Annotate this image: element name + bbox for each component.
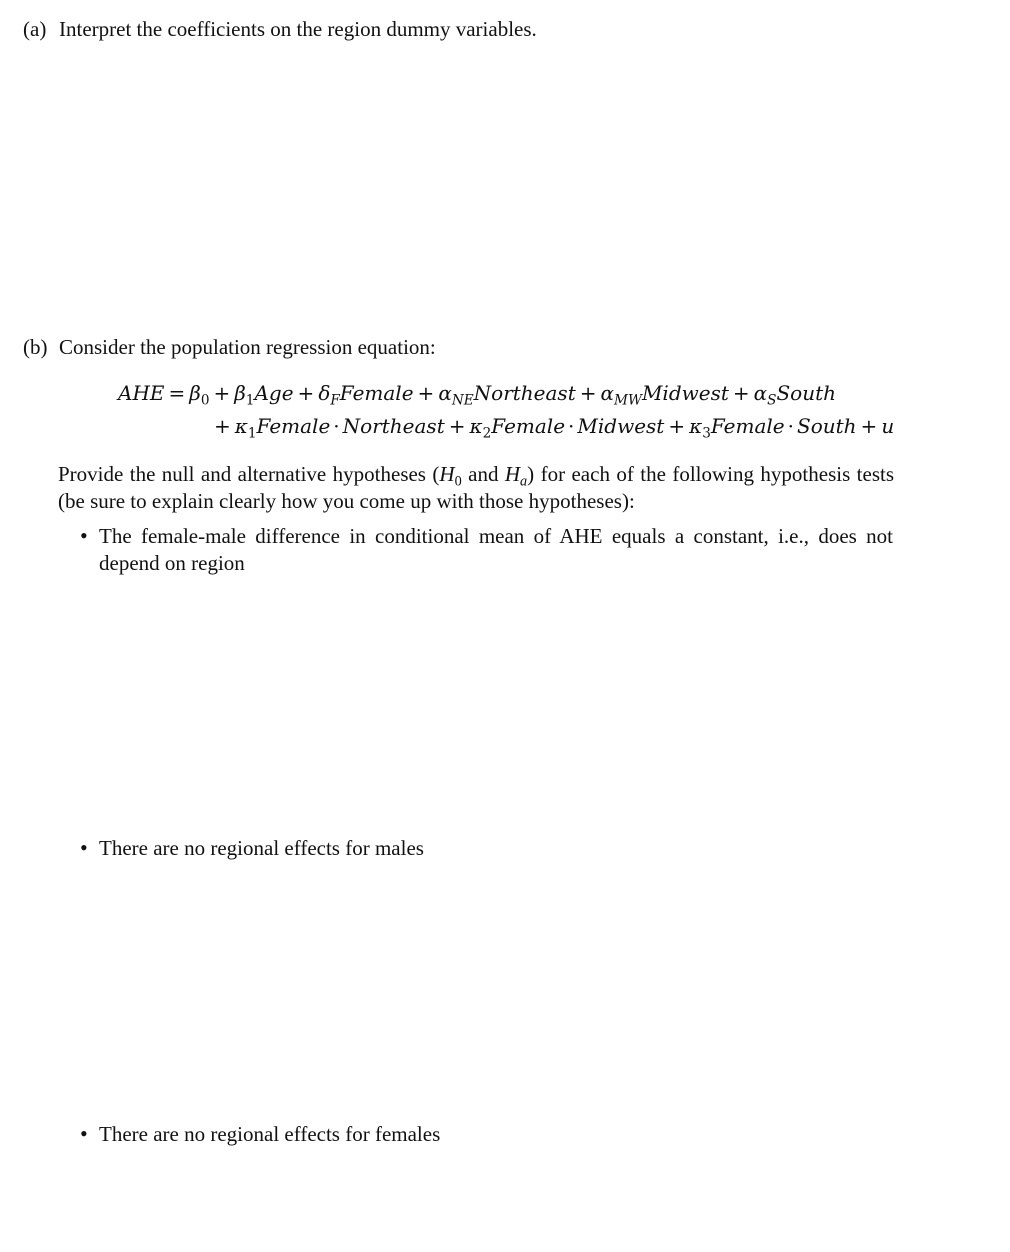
regression-equation-line-2: + $\kappa_1Female$ · Northeast + $\kappa_2Female$ · Midwest + $\kappa_3Female$ · South + u — [214, 414, 895, 442]
bullet-marker: • — [80, 523, 88, 548]
part-a-label: (a) — [23, 17, 47, 41]
bullet-hypothesis-3: There are no regional effects for females — [99, 1122, 441, 1146]
bullet-marker: • — [80, 1121, 88, 1146]
bullet-hypothesis-2: There are no regional effects for males — [99, 836, 424, 860]
part-a-question: Interpret the coefficients on the region dummy variables. — [59, 17, 537, 41]
hypothesis-instructions: Provide the null and alternative hypotheses ($H_0$ and $H_a$) for each of the following hypothesis tests (be sure to explain clearly how you come up with those hypotheses): — [58, 462, 894, 513]
part-b-label: (b) — [23, 335, 48, 359]
regression-equation-line-1: AHE = $\beta_0 + \beta_1Age$ + $\delta_FFemale$ + $\alpha_{NE}Northeast$ + $\alpha_{MW}Midwest$ + $\alpha_SSouth$ — [118, 381, 837, 409]
part-b-question: Consider the population regression equation: — [59, 335, 436, 359]
bullet-marker: • — [80, 835, 88, 860]
bullet-hypothesis-1: The female-male difference in conditional mean of AHE equals a constant, i.e., does not depend on region — [99, 524, 893, 575]
